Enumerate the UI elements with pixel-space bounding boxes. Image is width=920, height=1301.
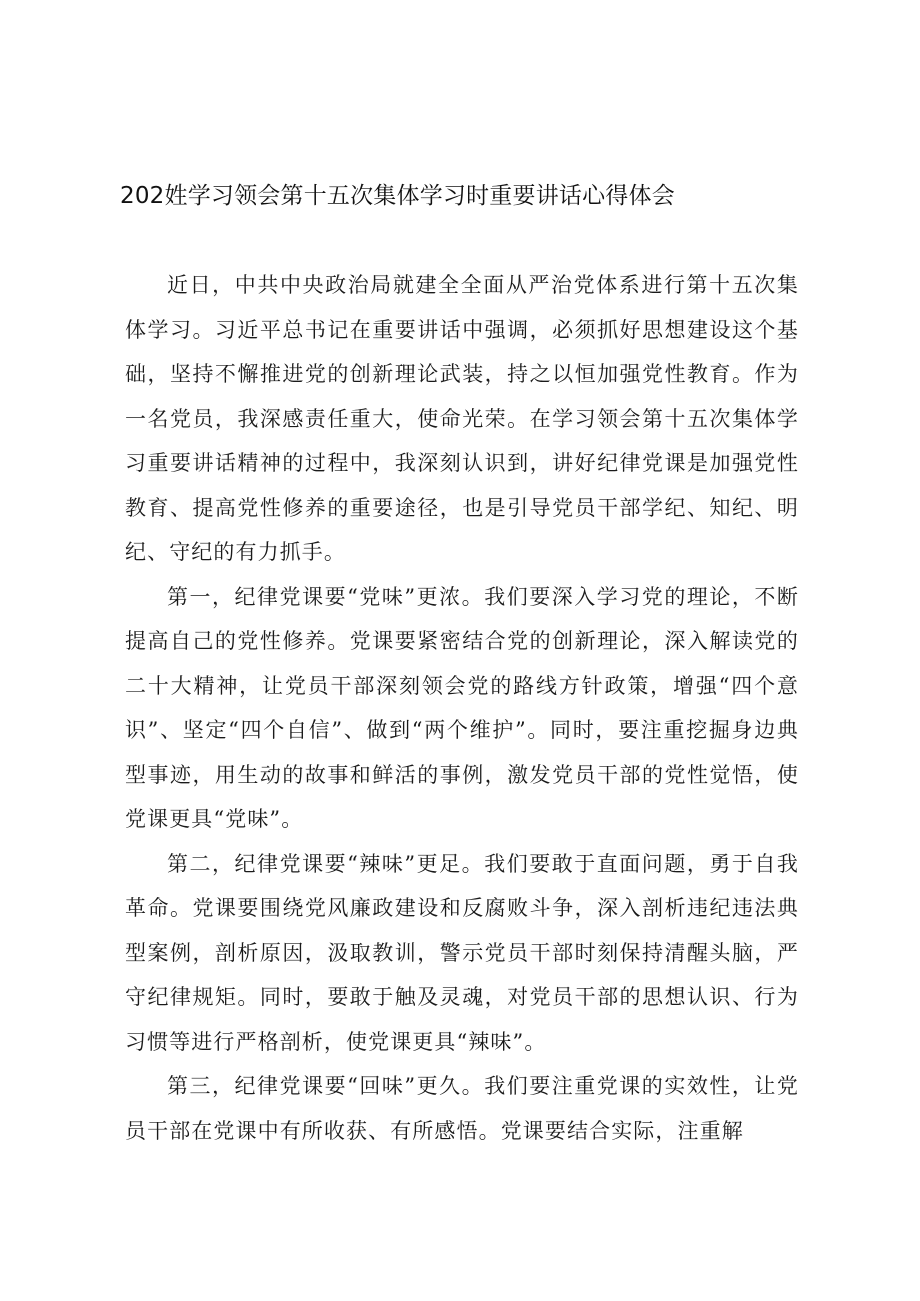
document-title: 202姓学习领会第十五次集体学习时重要讲话心得体会 [120, 183, 675, 209]
paragraph-first-point: 第一，纪律党课要“党味”更浓。我们要深入学习党的理论，不断提高自己的党性修养。党课要紧密结合党的创新理论，深入解读党的二十大精神，让党员干部深刻领会党的路线方针政策，增强“四个意识”、坚定“四个自信”、做到“两个维护”。同时，要注重挖掘身边典型事迹，用生动的故事和鲜活的事例，激发党员干部的党性觉悟，使党课更具“党味”。 [125, 584, 799, 831]
paragraph-third-point: 第三，纪律党课要“回味”更久。我们要注重党课的实效性，让党员干部在党课中有所收获、有所感悟。党课要结合实际，注重解 [125, 1074, 799, 1143]
paragraph-intro: 近日，中共中央政治局就建全全面从严治党体系进行第十五次集体学习。习近平总书记在重要讲话中强调，必须抓好思想建设这个基础，坚持不懈推进党的创新理论武装，持之以恒加强党性教育。作为一名党员，我深感责任重大，使命光荣。在学习领会第十五次集体学习重要讲话精神的过程中，我深刻认识到，讲好纪律党课是加强党性教育、提高党性修养的重要途径，也是引导党员干部学纪、知纪、明纪、守纪的有力抓手。 [125, 273, 799, 564]
document-body [125, 263, 799, 1153]
paragraph-second-point: 第二，纪律党课要“辣味”更足。我们要敢于直面问题，勇于自我革命。党课要围绕党风廉政建设和反腐败斗争，深入剖析违纪违法典型案例，剖析原因，汲取教训，警示党员干部时刻保持清醒头脑，严守纪律规矩。同时，要敢于触及灵魂，对党员干部的思想认识、行为习惯等进行严格剖析，使党课更具“辣味”。 [125, 851, 799, 1054]
